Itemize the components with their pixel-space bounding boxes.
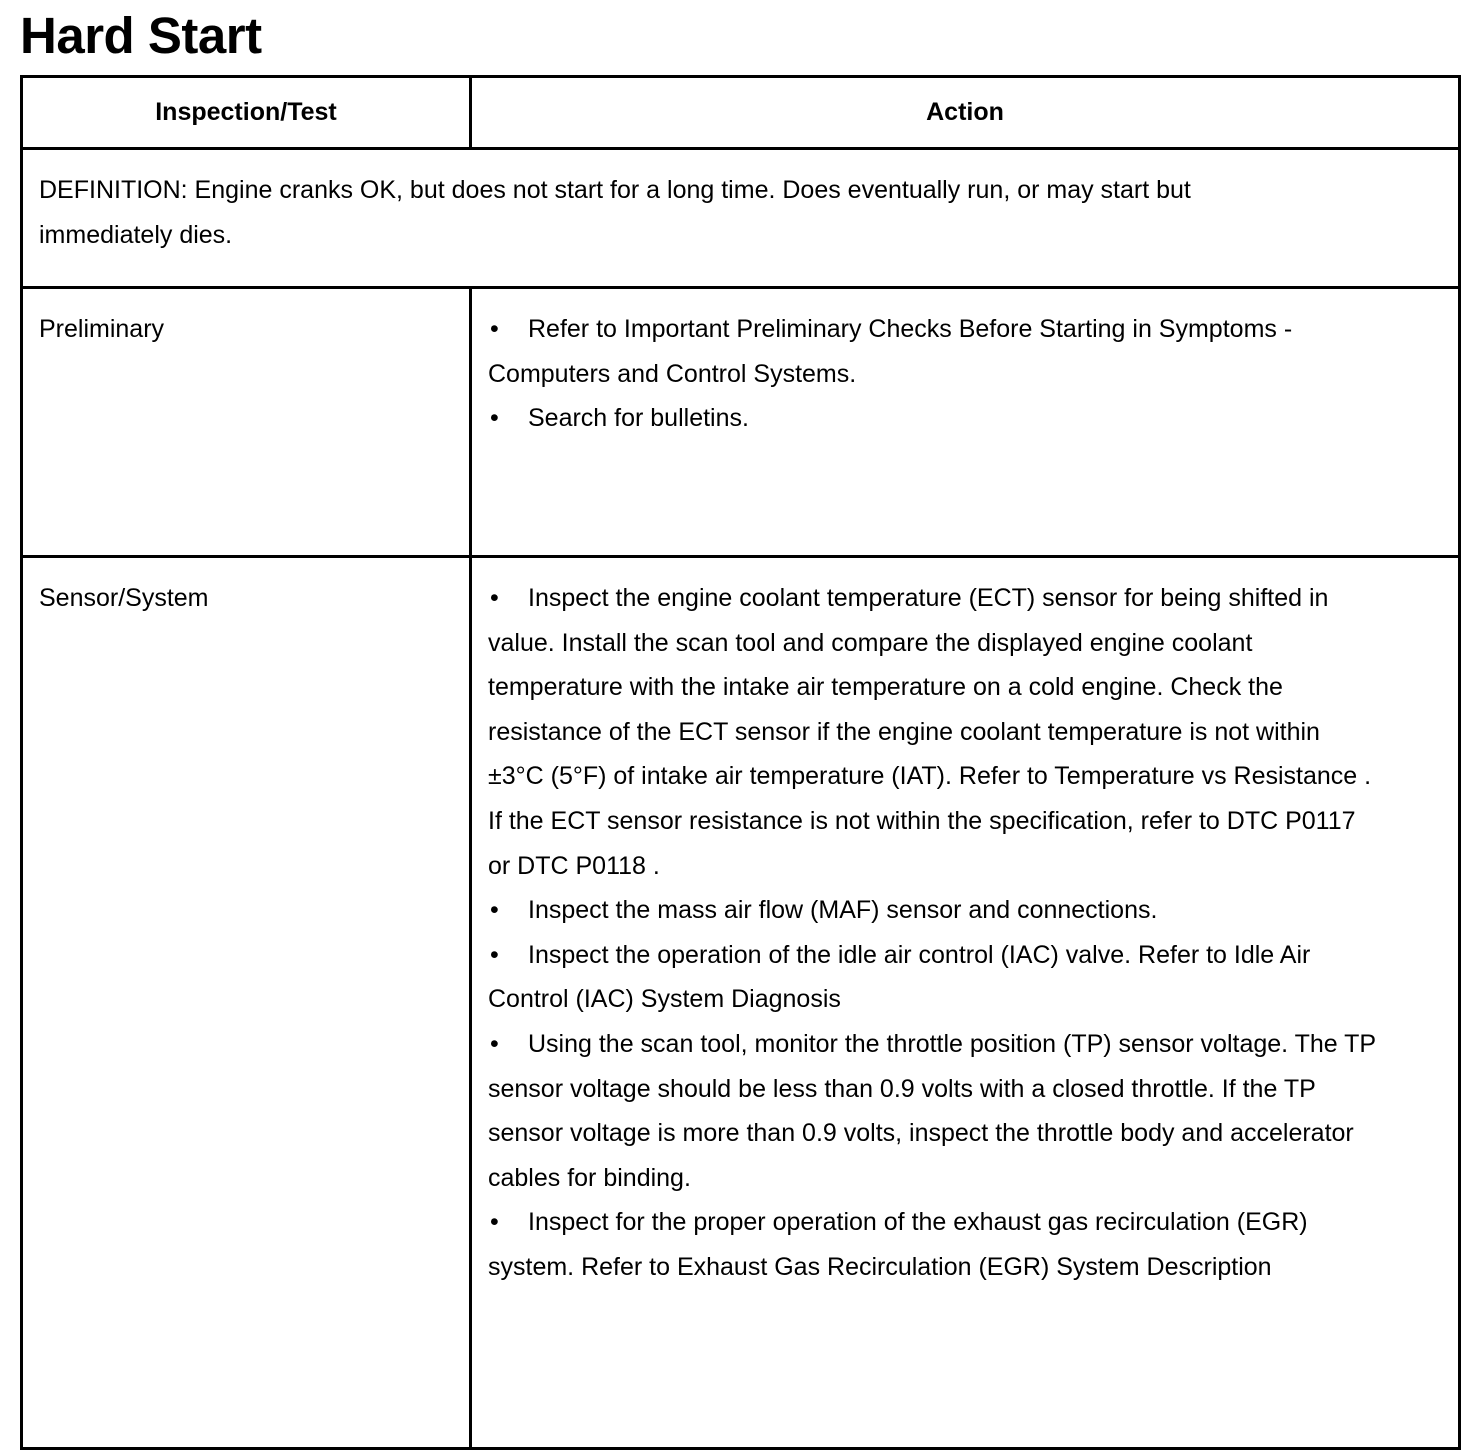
action-cell-sensor-system [471, 557, 1460, 1449]
page-title: Hard Start [20, 7, 262, 64]
action-text: Using the scan tool, monitor the throttle position (TP) sensor voltage. The TP sensor voltage should be less than 0.9 volts with a closed throttle. If the TP sensor voltage is more than 0.9 volts, inspect the throttle body and accelerator cables for binding. [488, 1029, 1376, 1192]
action-item [488, 888, 1378, 933]
action-item [488, 307, 1378, 396]
bullet-icon: • [490, 940, 499, 969]
action-text: Refer to Important Preliminary Checks Before Starting in Symptoms - Computers and Control Systems. [488, 315, 1293, 388]
action-item [488, 1022, 1378, 1200]
table-row [22, 288, 1460, 557]
diagnostic-table [20, 75, 1461, 1450]
bullet-icon: • [490, 1029, 499, 1058]
action-text: Inspect the operation of the idle air control (IAC) valve. Refer to Idle Air Control (IAC) System Diagnosis [488, 940, 1311, 1014]
table-header-row [22, 77, 1460, 149]
action-item [488, 396, 1378, 441]
action-item [488, 576, 1378, 888]
table-row [22, 557, 1460, 1449]
definition-text: DEFINITION: Engine cranks OK, but does not start for a long time. Does eventually run, or may start but immediately dies. [22, 149, 1460, 288]
bullet-icon: • [490, 404, 499, 433]
test-cell-sensor-system: Sensor/System [22, 557, 471, 1449]
action-text: Search for bulletins. [528, 404, 749, 433]
action-text: Inspect the mass air flow (MAF) sensor and connections. [528, 896, 1158, 925]
test-cell-preliminary: Preliminary [22, 288, 471, 557]
header-inspection-test: Inspection/Test [22, 77, 471, 149]
bullet-icon: • [490, 896, 499, 925]
bullet-icon: • [490, 584, 499, 612]
bullet-icon: • [490, 315, 499, 343]
action-item [488, 1200, 1378, 1289]
bullet-icon: • [490, 1208, 499, 1237]
action-item [488, 933, 1378, 1022]
action-text: Inspect for the proper operation of the exhaust gas recirculation (EGR) system. Refer to Exhaust Gas Recirculation (EGR) System Description [488, 1208, 1308, 1281]
header-action: Action [471, 77, 1460, 149]
action-text: Inspect the engine coolant temperature (ECT) sensor for being shifted in value. Install the scan tool and compare the displayed engine coolant temperature with the intake air temperature on a cold engine. Check the resistance of the ECT sensor if the engine coolant temperature is not within ±3°C (5°F) of intake air temperature (IAT). Refer to Temperature vs Resistance . If the ECT sensor resistance is not within the specification, refer to DTC P0117 or DTC P0118 . [488, 584, 1372, 880]
definition-row [22, 149, 1460, 288]
action-cell-preliminary [471, 288, 1460, 557]
